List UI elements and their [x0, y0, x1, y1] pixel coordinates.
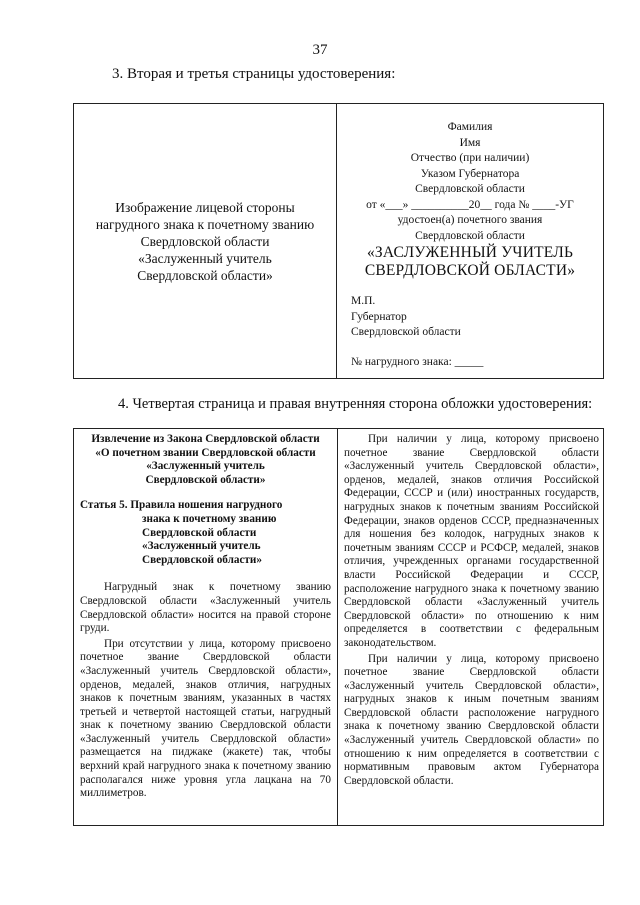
left-line: Изображение лицевой стороны: [115, 199, 295, 215]
section4-heading: 4. Четвертая страница и правая внутренняя сторона обложки удостоверения:: [118, 396, 593, 412]
seal-label: М.П.: [351, 295, 376, 307]
title-big: СВЕРДЛОВСКОЙ ОБЛАСТИ»: [364, 262, 576, 279]
title-big: «ЗАСЛУЖЕННЫЙ УЧИТЕЛЬ: [366, 244, 574, 261]
surname-label: Фамилия: [447, 121, 493, 133]
article-line: «Заслуженный учитель: [142, 540, 261, 553]
law-extract-column: [74, 429, 338, 825]
certificate-text: [337, 104, 603, 378]
law-paragraph-1: Нагрудный знак к почетному званию Свердловской области «Заслуженный учитель Свердловской области» носится на правой стороне груди.: [80, 581, 331, 635]
name-label: Имя: [459, 136, 481, 149]
governor-label: Свердловской области: [351, 326, 461, 338]
patronymic-label: Отчество (при наличии): [410, 152, 530, 164]
law-head-line: Свердловской области»: [145, 473, 266, 486]
governor-label: Губернатор: [351, 310, 407, 323]
law-paragraph-3: При наличии у лица, которому присвоено почетное звание Свердловской области «Заслуженный учитель Свердловской области», орденов, медалей, знаков отличия Российской Федерации, СССР и (или) иностранных государств, нагрудных знаков к почетным званиям Российской Федерации, знаков орденов СССР, предназначенных для ношения без колодок, нагрудных знаков к почетным званиям СССР и РСФСР, медалей, знаков отличия, учрежденных органами государственной власти Российской Федерации и СССР, расположение нагрудного знака к почетному званию Свердловской области «Заслуженный учитель Свердловской области» по отношению к ним определяется в соответствии с федеральным законодательством.: [344, 433, 599, 649]
badge-number-line: № нагрудного знака: _____: [351, 355, 484, 368]
left-line: нагрудного знака к почетному званию: [95, 216, 315, 232]
certificate-pages-2-3: [73, 103, 604, 379]
section3-heading: 3. Вторая и третья страницы удостоверения:: [112, 66, 396, 82]
decree-line: Указом Губернатора: [420, 167, 520, 180]
left-line: Свердловской области: [140, 233, 270, 249]
badge-image-placeholder: [74, 104, 337, 378]
left-line: Свердловской области»: [137, 267, 273, 283]
law-paragraph-2: При отсутствии у лица, которому присвоено почетное звание Свердловской области «Заслуженный учитель Свердловской области», орденов, медалей, знаков отличия, нагрудных знаков к почетным званиям, указанных в частях третьей и четвертой настоящей статьи, нагрудный знак к почетному званию Свердловской области «Заслуженный учитель Свердловской области» размещается на пиджаке (жакете) так, чтобы верхний край нагрудного знака к почетному званию располагался ниже уровня угла лацкана на 70 миллиметров.: [80, 637, 331, 800]
law-head-line: Извлечение из Закона Свердловской области: [91, 433, 320, 445]
certificate-page-4: [73, 428, 604, 826]
law-continuation-column: [338, 429, 603, 825]
article-line: Статья 5. Правила ношения нагрудного: [80, 499, 283, 512]
left-line: «Заслуженный учитель: [138, 250, 272, 266]
law-paragraph-4: При наличии у лица, которому присвоено почетное звание Свердловской области «Заслуженный учитель Свердловской области», нагрудных знаков к иным почетным званиям Свердловской области расположение нагрудного знака к почетному званию Свердловской области «Заслуженный учитель Свердловской области» по отношению к ним определяется в соответствии с нормативным правовым актом Губернатора Свердловской области.: [344, 652, 599, 787]
article-line: Свердловской области»: [142, 553, 262, 566]
decree-date-line: от «___» __________20__ года № ____-УГ: [366, 198, 574, 211]
decree-line: Свердловской области: [415, 183, 525, 195]
law-head-line: «О почетном звании Свердловской области: [95, 446, 316, 459]
law-head-line: «Заслуженный учитель: [146, 460, 265, 473]
awarded-line: удостоен(а) почетного звания: [397, 214, 543, 226]
article-line: знака к почетному званию: [142, 512, 277, 525]
page-number: 37: [312, 42, 328, 58]
article-line: Свердловской области: [142, 526, 257, 539]
awarded-line: Свердловской области: [415, 229, 525, 242]
